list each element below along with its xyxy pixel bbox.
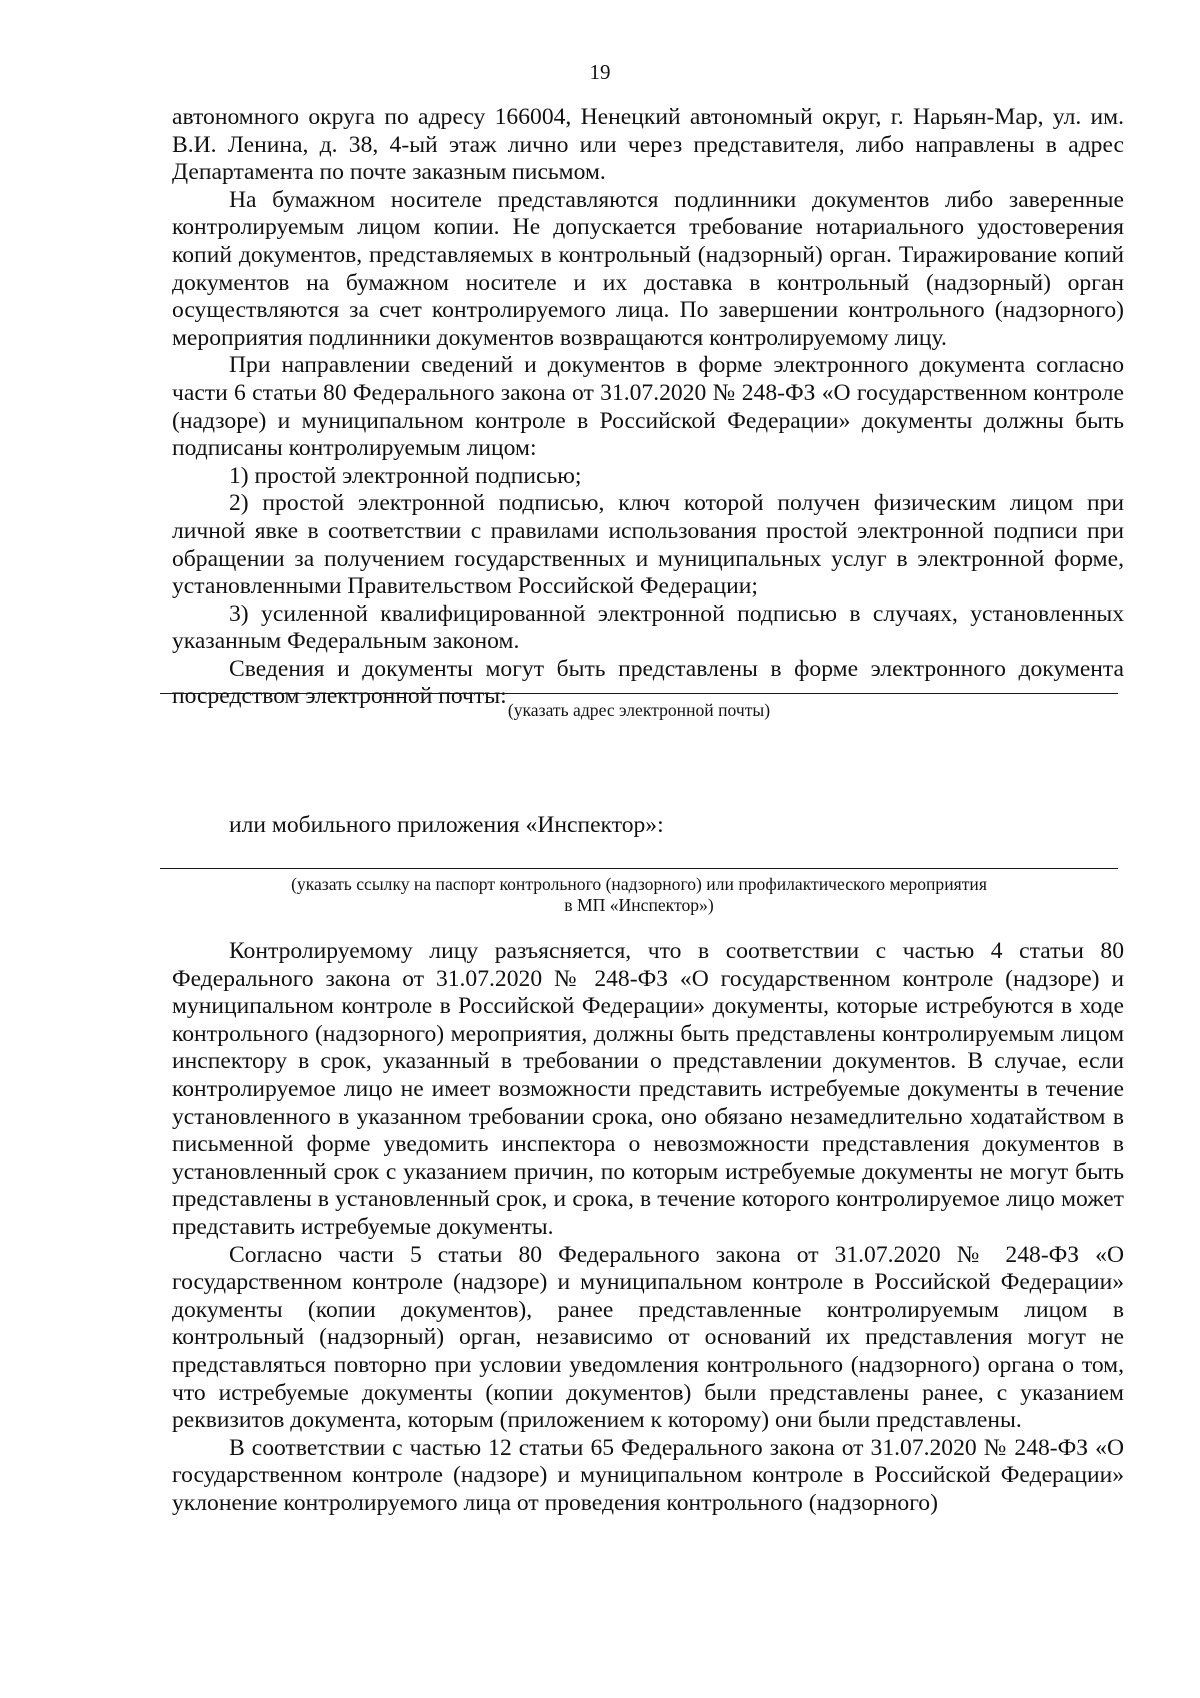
- app-link-fill-line: [160, 868, 1118, 869]
- text-block-top: [172, 104, 1124, 711]
- app-caption-line-2: в МП «Инспектор»): [564, 895, 714, 915]
- list-item-qualified-signature: 3) усиленной квалифицированной электронной подписью в случаях, установленных указанным Федеральным законом.: [172, 600, 1124, 655]
- app-caption-line-1: (указать ссылку на паспорт контрольного (надзорного) или профилактического мероприятия: [291, 874, 987, 894]
- text-block-bottom: [172, 938, 1124, 1517]
- paragraph-email-submission: Сведения и документы могут быть представлены в форме электронного документа посредством электронной почты:: [172, 655, 1124, 710]
- paragraph-evasion: В соответствии с частью 12 статьи 65 Федерального закона от 31.07.2020 № 248-ФЗ «О государственном контроле (надзоре) и муниципальном контроле в Российской Федерации» уклонение контролируемого лица от проведения контрольного (надзорного): [172, 1434, 1124, 1516]
- paragraph-address: автономного округа по адресу 166004, Ненецкий автономный округ, г. Нарьян-Мар, ул. им. В.И. Ленина, д. 38, 4-ый этаж лично или через представителя, либо направлены в адрес Департамента по почте заказным письмом.: [172, 104, 1124, 186]
- page-number: 19: [589, 60, 611, 84]
- list-item-simple-signature: 1) простой электронной подписью;: [229, 462, 582, 489]
- paragraph-documents-request: Контролируемому лицу разъясняется, что в соответствии с частью 4 статьи 80 Федерального закона от 31.07.2020 № 248-ФЗ «О государственном контроле (надзоре) и муниципальном контроле в Российской Федерации» документы, которые истребуются в ходе контрольного (надзорного) мероприятия, должны быть представлены контролируемым лицом инспектору в срок, указанный в требовании о представлении документов. В случае, если контролируемое лицо не имеет возможности представить истребуемые документы в течение установленного в указанном требовании срока, оно обязано незамедлительно ходатайством в письменной форме уведомить инспектора о невозможности представления документов в установленный срок с указанием причин, по которым истребуемые документы не могут быть представлены в установленный срок, и срока, в течение которого контролируемое лицо может представить истребуемые документы.: [172, 938, 1124, 1240]
- app-line: или мобильного приложения «Инспектор»:: [229, 812, 664, 838]
- list-item-simple-signature-personal: 2) простой электронной подписью, ключ которой получен физическим лицом при личной явке в соответствии с правилами использования простой электронной подписи при обращении за получением государственных и муниципальных услуг в электронной форме, установленными Правительством Российской Федерации;: [172, 490, 1124, 600]
- paragraph-previously-submitted: Согласно части 5 статьи 80 Федерального закона от 31.07.2020 № 248-ФЗ «О государственном контроле (надзоре) и муниципальном контроле в Российской Федерации» документы (копии документов), ранее представленные контролируемым лицом в контрольный (надзорный) орган, независимо от оснований их представления могут не представляться повторно при условии уведомления контрольного (надзорного) органа о том, что истребуемые документы (копии документов) были представлены ранее, с указанием реквизитов документа, которым (приложением к которому) они были представлены.: [172, 1241, 1124, 1434]
- email-caption: (указать адрес электронной почты): [507, 700, 771, 720]
- email-fill-line: [160, 693, 1118, 694]
- paragraph-paper-documents: На бумажном носителе представляются подлинники документов либо заверенные контролируемым лицом копии. Не допускается требование нотариального удостоверения копий документов, представляемых в контрольный (надзорный) орган. Тиражирование копий документов на бумажном носителе и их доставка в контрольный (надзорный) орган осуществляются за счет контролируемого лица. По завершении контрольного (надзорного) мероприятия подлинники документов возвращаются контролируемому лицу.: [172, 186, 1124, 351]
- paragraph-electronic-documents: При направлении сведений и документов в форме электронного документа согласно части 6 статьи 80 Федерального закона от 31.07.2020 № 248-ФЗ «О государственном контроле (надзоре) и муниципальном контроле в Российской Федерации» документы должны быть подписаны контролируемым лицом:: [172, 352, 1124, 462]
